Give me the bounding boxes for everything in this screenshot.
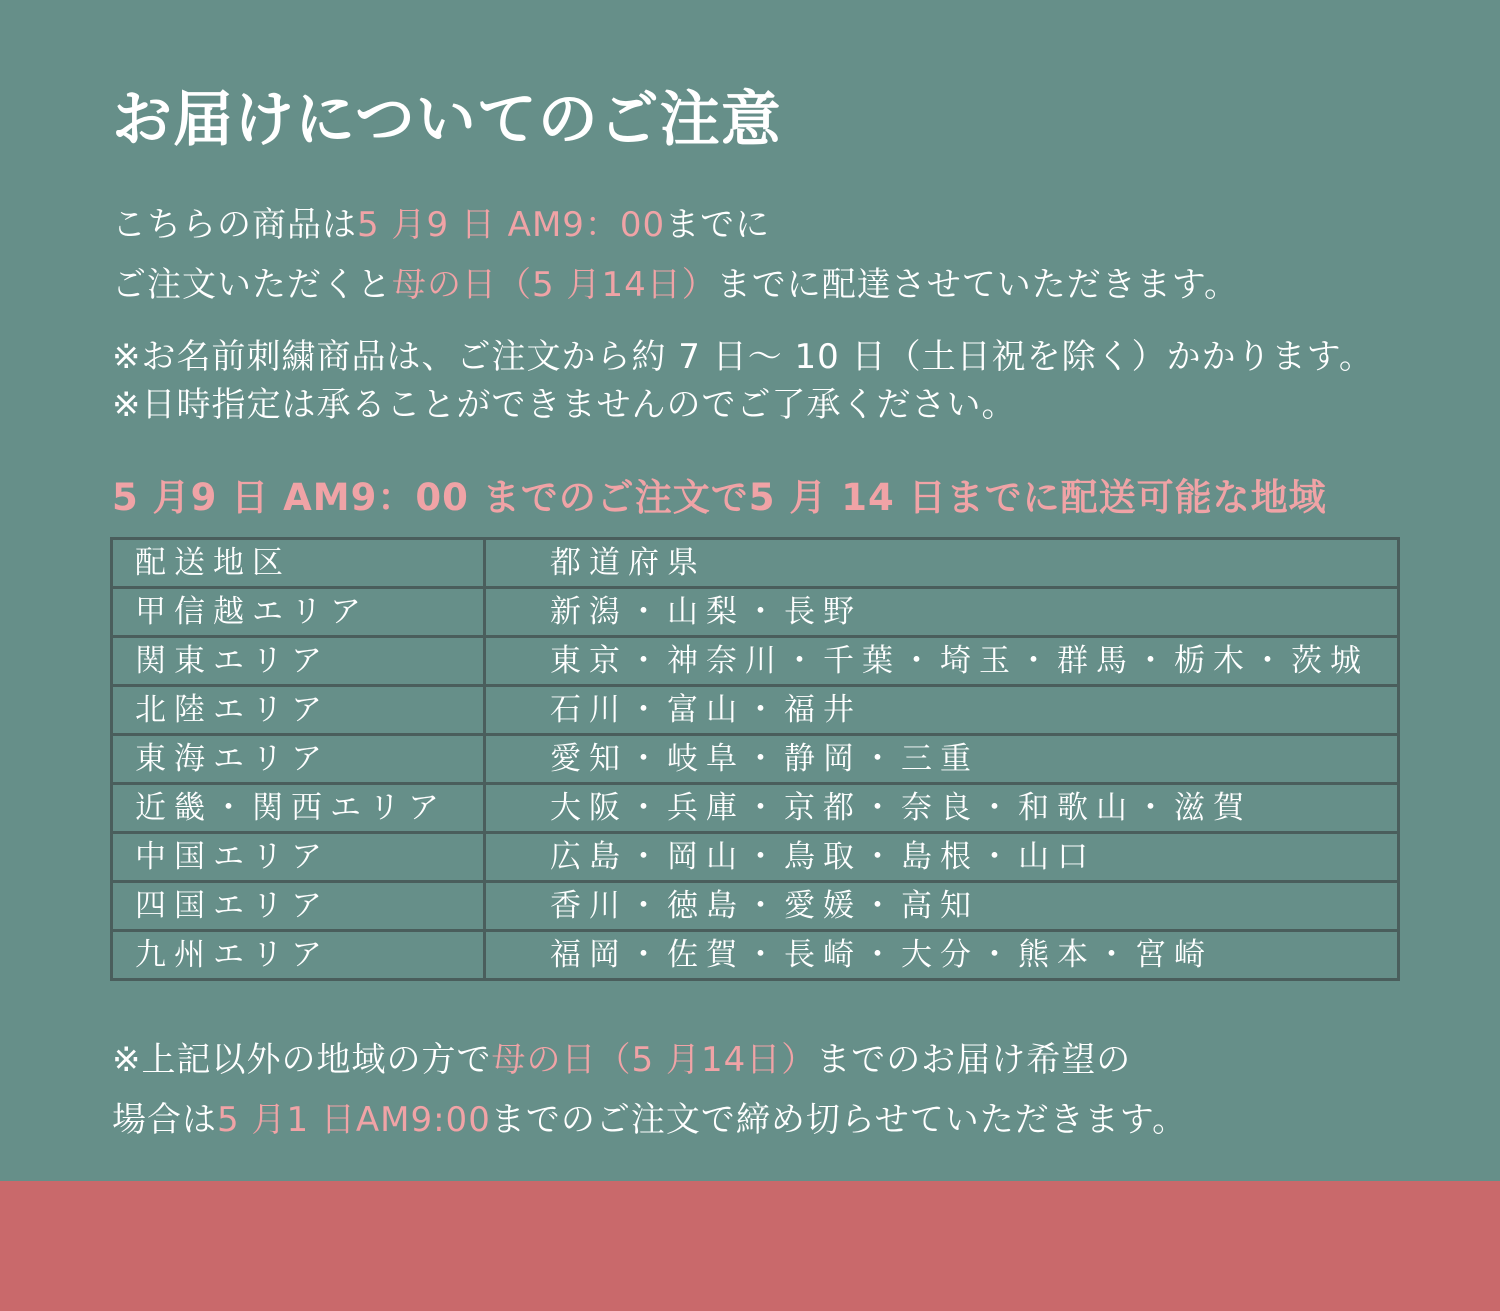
mothers-day-date: 母の日（5 月14日） (392, 265, 717, 305)
notice1-text-1: こちらの商品は (112, 205, 357, 245)
region-cell: 九州エリア (112, 931, 485, 980)
header-region: 配送地区 (112, 539, 485, 588)
table-row (112, 931, 1399, 980)
region-cell: 東海エリア (112, 735, 485, 784)
prefecture-cell: 広島・岡山・鳥取・島根・山口 (485, 833, 1399, 882)
table-row (112, 833, 1399, 882)
table-row (112, 686, 1399, 735)
notice1-text-4: までに配達させていただきます。 (716, 265, 1239, 305)
notice3-text-1: ※上記以外の地域の方で (112, 1040, 492, 1080)
early-deadline: 5 月1 日AM9:00 (217, 1100, 491, 1140)
embroidery-notice (112, 333, 1374, 429)
notice3-text-2: までのお届け希望の (816, 1040, 1132, 1080)
notice3-text-3: 場合は (112, 1100, 217, 1140)
region-cell: 北陸エリア (112, 686, 485, 735)
prefecture-cell: 大阪・兵庫・京都・奈良・和歌山・滋賀 (485, 784, 1399, 833)
footer-band (0, 1181, 1500, 1311)
prefecture-cell: 香川・徳島・愛媛・高知 (485, 882, 1399, 931)
other-region-notice (112, 1030, 1187, 1150)
table-row (112, 637, 1399, 686)
region-cell: 中国エリア (112, 833, 485, 882)
table-row (112, 588, 1399, 637)
region-cell: 近畿・関西エリア (112, 784, 485, 833)
order-deadline: 5 月9 日 AM9：00 (357, 205, 666, 245)
delivery-area-table (110, 537, 1400, 981)
table-title: 5 月9 日 AM9：00 までのご注文で5 月 14 日までに配送可能な地域 (112, 476, 1327, 519)
delivery-notice (112, 195, 1239, 315)
prefecture-cell: 新潟・山梨・長野 (485, 588, 1399, 637)
prefecture-cell: 福岡・佐賀・長崎・大分・熊本・宮崎 (485, 931, 1399, 980)
prefecture-cell: 東京・神奈川・千葉・埼玉・群馬・栃木・茨城 (485, 637, 1399, 686)
prefecture-cell: 愛知・岐阜・静岡・三重 (485, 735, 1399, 784)
header-prefecture: 都道府県 (485, 539, 1399, 588)
embroidery-note: ※お名前刺繍商品は、ご注文から約 7 日～ 10 日（土日祝を除く）かかります。 (112, 337, 1374, 377)
page-title: お届けについてのご注意 (112, 85, 782, 155)
notice1-text-2: までに (665, 205, 771, 245)
table-row (112, 882, 1399, 931)
notice1-text-3: ご注文いただくと (112, 265, 392, 305)
region-cell: 甲信越エリア (112, 588, 485, 637)
region-cell: 関東エリア (112, 637, 485, 686)
region-cell: 四国エリア (112, 882, 485, 931)
table-row (112, 735, 1399, 784)
mothers-day-date-2: 母の日（5 月14日） (491, 1040, 817, 1080)
date-designation-note: ※日時指定は承ることができませんのでご了承ください。 (112, 385, 1017, 425)
table-row (112, 784, 1399, 833)
table-header-row (112, 539, 1399, 588)
notice3-text-4: までのご注文で締め切らせていただきます。 (490, 1100, 1188, 1140)
prefecture-cell: 石川・富山・福井 (485, 686, 1399, 735)
